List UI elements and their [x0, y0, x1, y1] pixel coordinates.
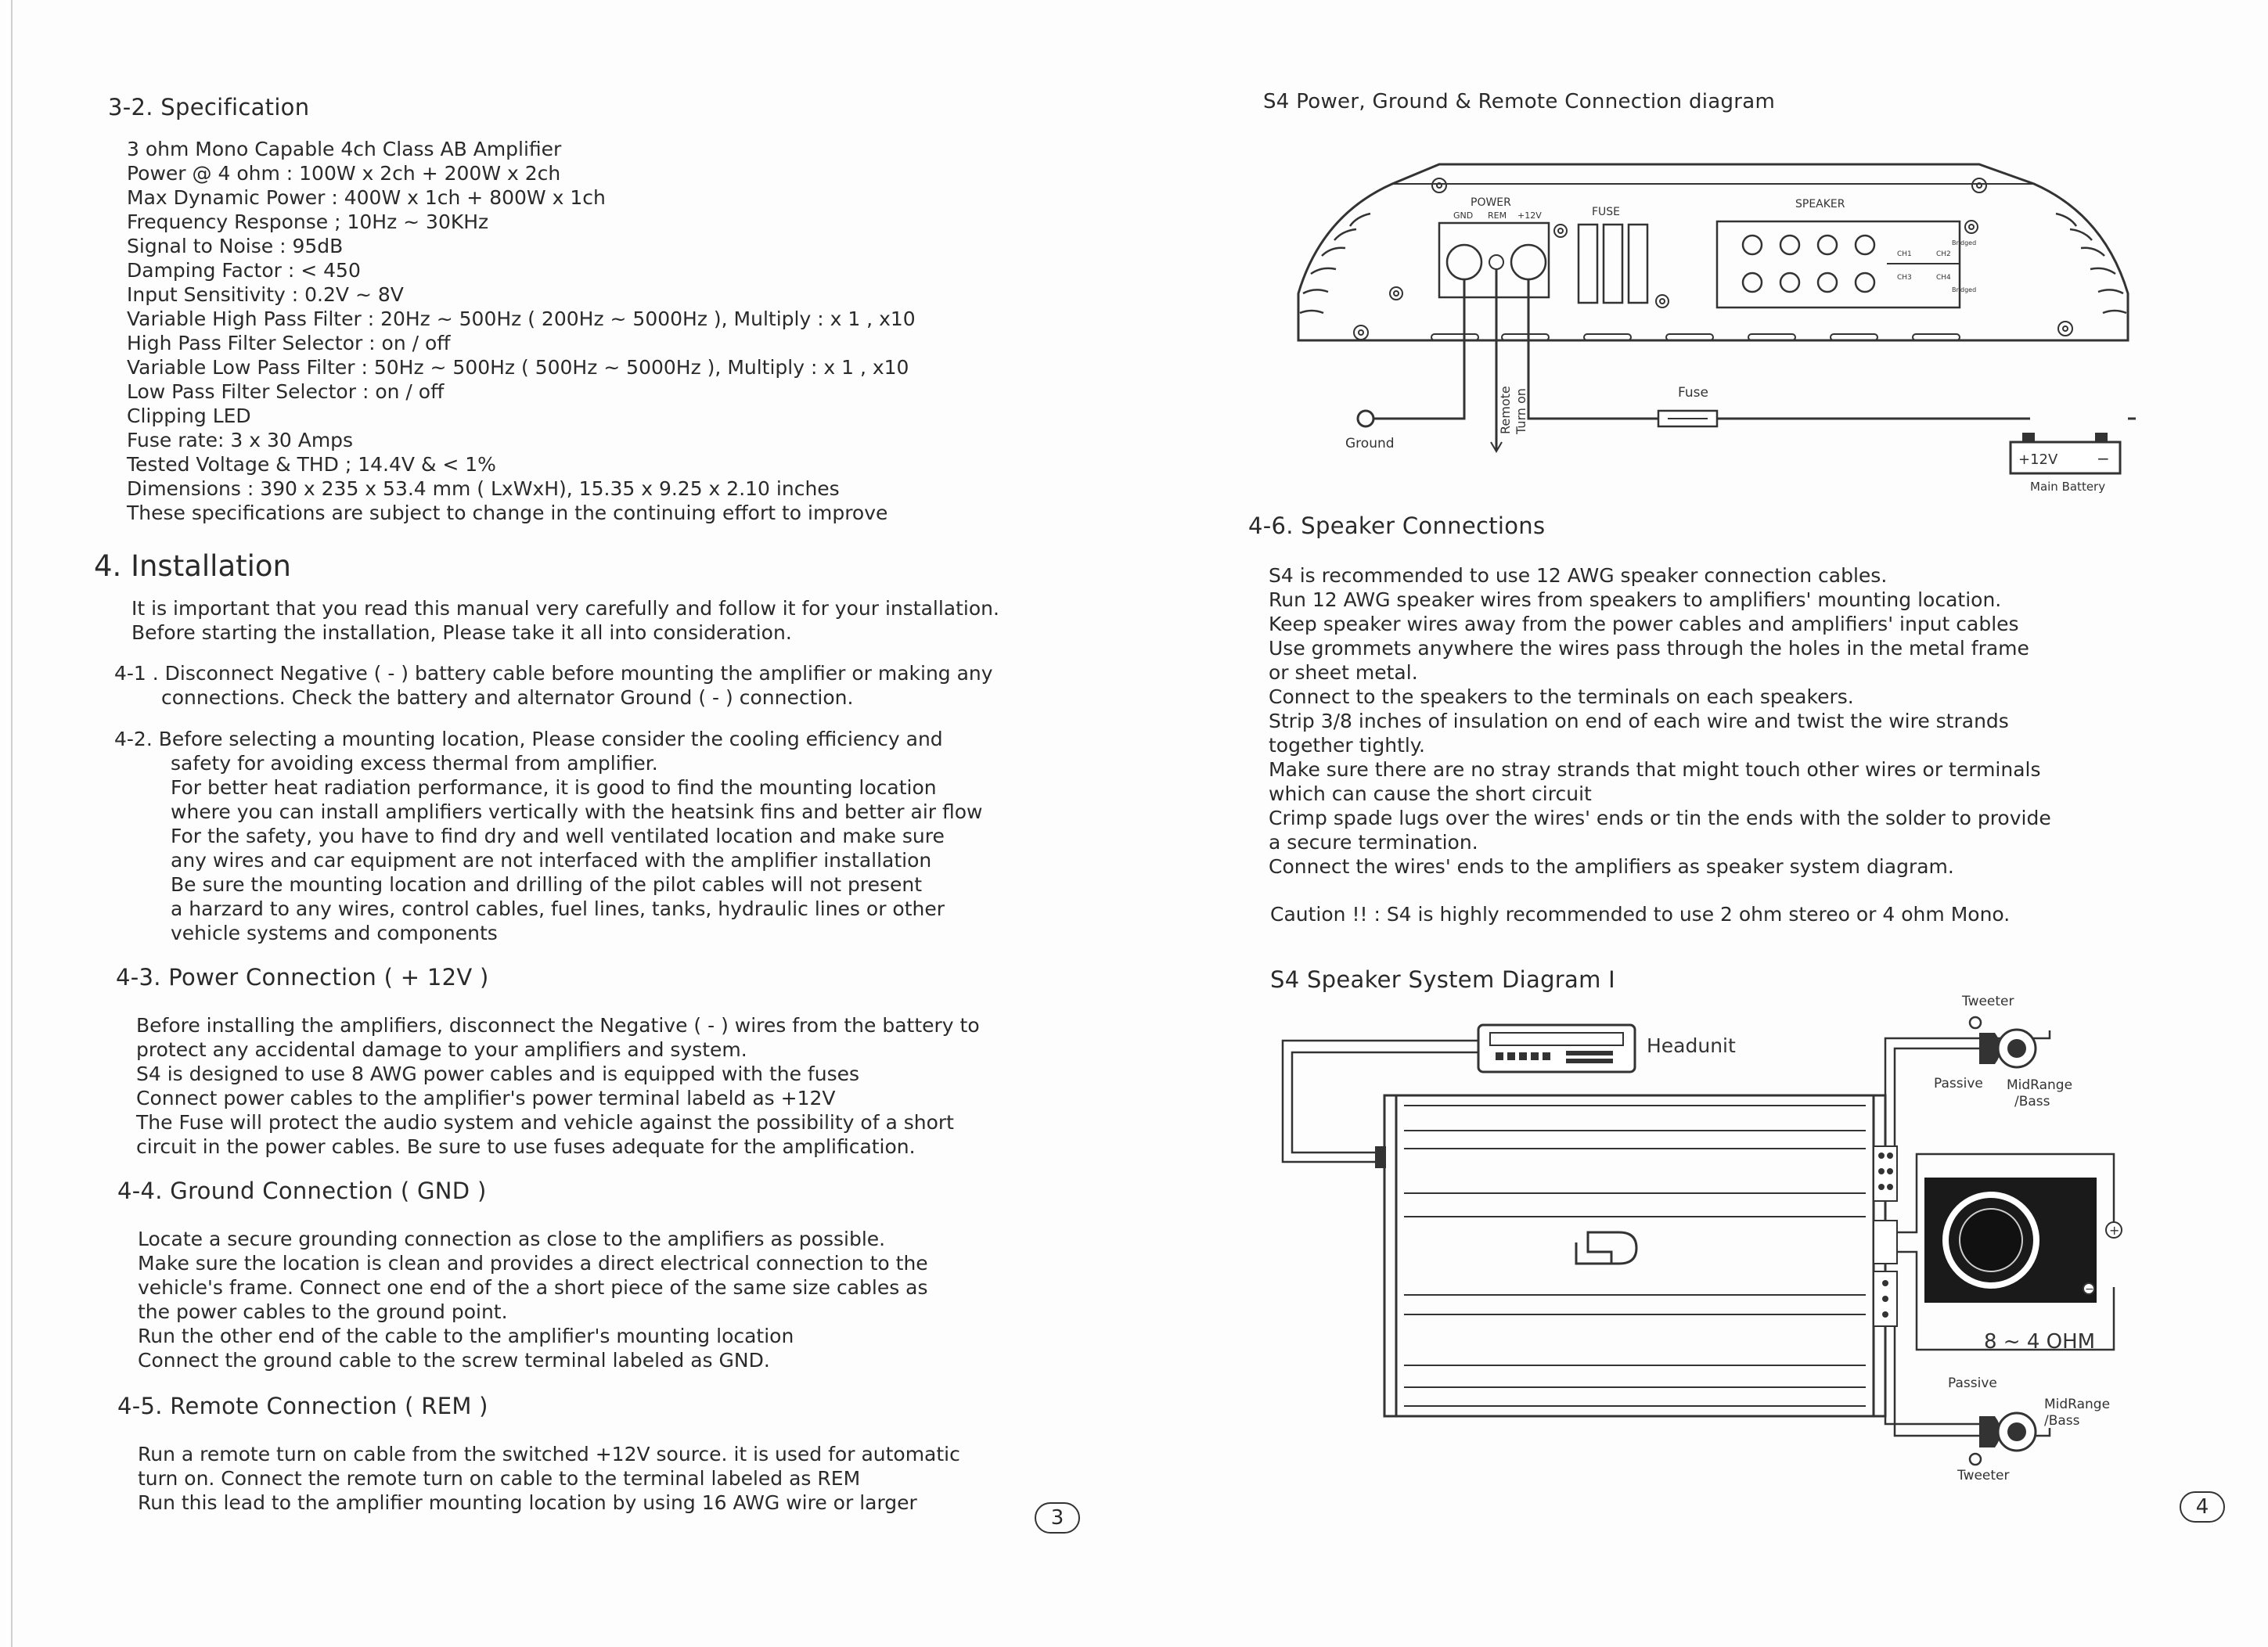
battery-positive-post [2022, 433, 2035, 442]
text-line: Dimensions : 390 x 235 x 53.4 mm ( LxWxH), 15.35 x 9.25 x 2.10 inches [127, 477, 840, 500]
section-4-2 [114, 727, 983, 945]
speaker-label: SPEAKER [1795, 198, 1845, 210]
text-line: Connect power cables to the amplifier's power terminal labeld as +12V [136, 1087, 836, 1109]
text-line: S4 is designed to use 8 AWG power cables and is equipped with the fuses [136, 1063, 859, 1085]
text-line: Low Pass Filter Selector : on / off [127, 380, 445, 403]
power-terminal-block [1439, 223, 1549, 297]
power-connection-diagram [1291, 153, 2136, 505]
text-line: The Fuse will protect the audio system and vehicle against the possibility of a short [136, 1111, 954, 1134]
section-4-4 [138, 1227, 928, 1372]
rem-label: REM [1488, 210, 1507, 221]
text-line: protect any accidental damage to your amplifiers and system. [136, 1038, 747, 1061]
text-line: any wires and car equipment are not interfaced with the amplifier installation [171, 849, 932, 872]
text-line: Make sure the location is clean and provides a direct electrical connection to the [138, 1252, 928, 1275]
text-line: the power cables to the ground point. [138, 1300, 508, 1323]
text-line: Clipping LED [127, 405, 251, 427]
amplifier-outline [1298, 164, 2128, 340]
text-line: vehicle systems and components [171, 922, 498, 944]
rem-terminal [1489, 255, 1503, 269]
text-line: vehicle's frame. Connect one end of the a short piece of the same size cables as [138, 1276, 928, 1299]
inline-fuse-label: Fuse [1678, 385, 1708, 401]
text-line: These specifications are subject to change in the continuing effort to improve [127, 502, 888, 524]
fuse-label: FUSE [1592, 206, 1621, 218]
ch3-label: CH3 [1897, 274, 1912, 282]
text-line: High Pass Filter Selector : on / off [127, 332, 451, 354]
text-line: Run this lead to the amplifier mounting location by using 16 AWG wire or larger [138, 1491, 917, 1514]
bridged-bottom-label: Bridged [1952, 286, 1977, 293]
tweeter-bottom-label: Tweeter [1957, 1468, 2010, 1483]
text-line: turn on. Connect the remote turn on cable to the terminal labeled as REM [138, 1467, 861, 1490]
ch4-label: CH4 [1936, 274, 1951, 282]
fuse-block [1579, 225, 1647, 303]
text-line: safety for avoiding excess thermal from amplifier. [171, 752, 658, 775]
text-line: Connect to the speakers to the terminals on each speakers. [1269, 685, 1854, 708]
bridged-top-label: Bridged [1952, 239, 1977, 246]
text-line: Run 12 AWG speaker wires from speakers to amplifiers' mounting location. [1269, 588, 2002, 611]
right-page [1134, 0, 2268, 1647]
speaker-terminal-middle [1874, 1221, 1897, 1264]
text-line: S4 is recommended to use 12 AWG speaker connection cables. [1269, 564, 1888, 587]
remote-label: Remote [1498, 386, 1513, 434]
headunit-label: Headunit [1647, 1034, 1736, 1057]
ground-lug [1358, 411, 1373, 426]
text-line: Input Sensitivity : 0.2V ~ 8V [127, 283, 404, 306]
midrange-cone-bottom [2007, 1422, 2026, 1441]
plus12v-terminal [1511, 245, 1546, 279]
section-4-5 [138, 1442, 960, 1515]
spec-heading: 3-2. Specification [108, 94, 310, 120]
text-line: 4-2. Before selecting a mounting location, Please consider the cooling efficiency and [114, 728, 943, 750]
page-edge-line [11, 0, 13, 1647]
bass-top-label: /Bass [2014, 1094, 2050, 1109]
text-line: Connect the wires' ends to the amplifiers as speaker system diagram. [1269, 855, 1954, 878]
battery-negative-post [2095, 433, 2108, 442]
text-line: Signal to Noise : 95dB [127, 235, 344, 257]
text-line: Variable High Pass Filter : 20Hz ~ 500Hz ( 200Hz ~ 5000Hz ), Multiply : x 1 , x10 [127, 307, 916, 330]
subwoofer-cone [1960, 1209, 2022, 1271]
text-line: Strip 3/8 inches of insulation on end of each wire and twist the wire strands [1269, 710, 2009, 732]
text-line: Run the other end of the cable to the amplifier's mounting location [138, 1325, 794, 1347]
passive-bottom-label: Passive [1948, 1375, 1997, 1391]
speaker-terminals [1743, 236, 1874, 292]
text-line: Variable Low Pass Filter : 50Hz ~ 500Hz ( 500Hz ~ 5000Hz ), Multiply : x 1 , x10 [127, 356, 909, 379]
text-line: a secure termination. [1269, 831, 1478, 854]
page-number-4: 4 [2180, 1491, 2225, 1523]
spec-list [127, 137, 916, 525]
text-line: Before starting the installation, Please take it all into consideration. [131, 621, 792, 644]
gnd-terminal [1447, 245, 1481, 279]
text-line: Keep speaker wires away from the power cables and amplifiers' input cables [1269, 613, 2019, 635]
power-label: POWER [1471, 196, 1511, 209]
midrange-cone-top [2007, 1039, 2026, 1058]
minus-label: − [2085, 1283, 2094, 1296]
passive-top-label: Passive [1934, 1076, 1983, 1091]
text-line: or sheet metal. [1269, 661, 1418, 684]
midrange-bottom-label: MidRange [2044, 1397, 2111, 1412]
text-line: a harzard to any wires, control cables, fuel lines, tanks, hydraulic lines or other [171, 897, 945, 920]
power-diagram-title: S4 Power, Ground & Remote Connection diagram [1263, 90, 1776, 113]
ground-connection-heading: 4-4. Ground Connection ( GND ) [117, 1178, 487, 1204]
text-line: Connect the ground cable to the screw terminal labeled as GND. [138, 1349, 770, 1372]
text-line: Max Dynamic Power : 400W x 1ch + 800W x 1ch [127, 186, 606, 209]
bass-bottom-label: /Bass [2044, 1413, 2080, 1429]
text-line: Use grommets anywhere the wires pass through the holes in the metal frame [1269, 637, 2029, 660]
speaker-terminal-top [1874, 1146, 1897, 1201]
gnd-label: GND [1453, 210, 1474, 221]
battery-minus-label: − [2097, 449, 2110, 468]
rca-cables [1283, 1041, 1478, 1162]
text-line: Make sure there are no stray strands that might touch other wires or terminals [1269, 758, 2041, 781]
text-line: Locate a secure grounding connection as close to the amplifiers as possible. [138, 1228, 886, 1250]
installation-intro [131, 596, 999, 645]
ch1-label: CH1 [1897, 250, 1912, 258]
tweeter-top-label: Tweeter [1962, 994, 2014, 1009]
caution-note: Caution !! : S4 is highly recommended to use 2 ohm stereo or 4 ohm Mono. [1270, 903, 2011, 926]
text-line: 3 ohm Mono Capable 4ch Class AB Amplifier [127, 138, 562, 160]
text-line: where you can install amplifiers vertically with the heatsink fins and better air flow [171, 800, 983, 823]
mounting-screws [1354, 178, 2072, 340]
text-line: 4-1 . Disconnect Negative ( - ) battery cable before mounting the amplifier or making any [114, 662, 993, 685]
speaker-diagram-title: S4 Speaker System Diagram I [1270, 966, 1615, 993]
text-line: Be sure the mounting location and drilling of the pilot cables will not present [171, 873, 923, 896]
text-line: Tested Voltage & THD ; 14.4V & < 1% [127, 453, 496, 476]
tweeter-bottom [1970, 1454, 1981, 1465]
plus12v-label: +12V [1517, 210, 1542, 221]
page-number-3: 3 [1035, 1502, 1080, 1534]
text-line: It is important that you read this manual very carefully and follow it for your installation. [131, 597, 999, 620]
text-line: which can cause the short circuit [1269, 782, 1592, 805]
text-line: Power @ 4 ohm : 100W x 2ch + 200W x 2ch [127, 162, 561, 185]
text-line: connections. Check the battery and alternator Ground ( - ) connection. [161, 686, 854, 709]
text-line: For better heat radiation performance, it is good to find the mounting location [171, 776, 937, 799]
text-line: For the safety, you have to find dry and well ventilated location and make sure [171, 825, 945, 847]
text-line: Damping Factor : < 450 [127, 259, 361, 282]
brand-logo [1576, 1232, 1636, 1264]
ground-label: Ground [1345, 436, 1395, 451]
section-4-3 [136, 1013, 980, 1159]
speaker-connections-heading: 4-6. Speaker Connections [1248, 512, 1546, 539]
turn-on-label: Turn on [1514, 388, 1528, 434]
tweeter-top [1970, 1017, 1981, 1028]
text-line: Frequency Response ; 10Hz ~ 30KHz [127, 210, 489, 233]
battery-plus-label: +12V [2018, 451, 2058, 468]
main-battery-label: Main Battery [2030, 480, 2106, 494]
ch2-label: CH2 [1936, 250, 1951, 258]
text-line: circuit in the power cables. Be sure to use fuses adequate for the amplification. [136, 1135, 916, 1158]
text-line: Crimp spade lugs over the wires' ends or tin the ends with the solder to provide [1269, 807, 2051, 829]
power-connection-heading: 4-3. Power Connection ( + 12V ) [116, 964, 489, 991]
speaker-system-diagram [1275, 990, 2151, 1491]
section-4-6 [1269, 563, 2051, 879]
text-line: Before installing the amplifiers, disconnect the Negative ( - ) wires from the battery to [136, 1014, 980, 1037]
text-line: Fuse rate: 3 x 30 Amps [127, 429, 354, 451]
text-line: together tightly. [1269, 734, 1425, 757]
installation-heading: 4. Installation [94, 549, 291, 583]
section-4-1 [114, 661, 993, 710]
text-line: Run a remote turn on cable from the switched +12V source. it is used for automatic [138, 1443, 960, 1465]
remote-connection-heading: 4-5. Remote Connection ( REM ) [117, 1393, 488, 1419]
plus-label: + [2109, 1223, 2120, 1238]
midrange-top-label: MidRange [2007, 1077, 2073, 1093]
ohm-label: 8 ~ 4 OHM [1984, 1330, 2096, 1354]
